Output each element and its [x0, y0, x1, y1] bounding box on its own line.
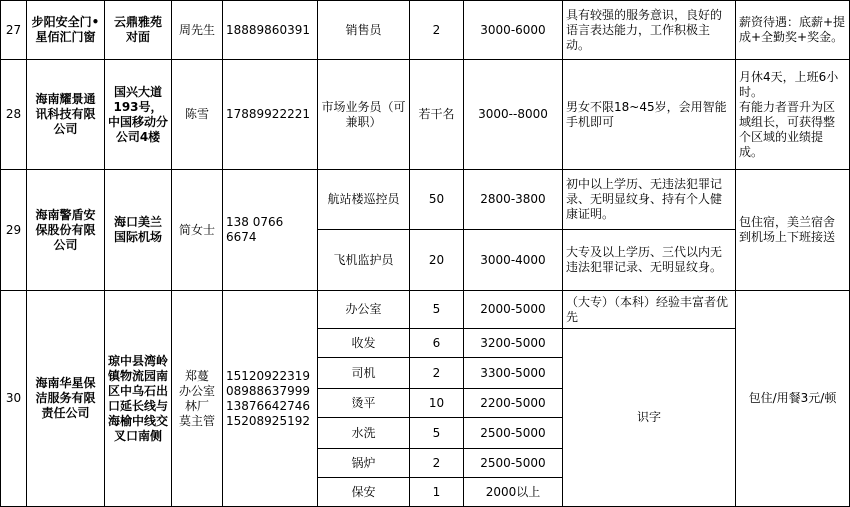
row-27-requirements: 具有较强的服务意识，良好的语言表达能力，工作积极主动。: [562, 0, 736, 60]
row-30-contact: 郑蔓 办公室 林厂 莫主管: [171, 290, 223, 507]
row-28-benefits: 月休4天，上班6小时。 有能力者晋升为区域组长，可获得整个区域的业绩提成。: [735, 59, 850, 170]
row-30-job-7-title: 保安: [317, 477, 410, 507]
row-30-general-requirements: 识字: [562, 328, 736, 507]
row-30-job-3-title: 司机: [317, 357, 410, 389]
row-29-number: 29: [0, 169, 27, 291]
row-27-job-salary: 3000-6000: [463, 0, 563, 60]
row-30-job-5-salary: 2500-5000: [463, 417, 563, 449]
row-30-job-6-salary: 2500-5000: [463, 448, 563, 478]
row-29-job-2-requirements: 大专及以上学历、三代以内无违法犯罪记录、无明显纹身。: [562, 229, 736, 291]
row-30-phone: 15120922319 08988637999 13876642746 15208925192: [222, 290, 318, 507]
row-30-job-5-title: 水洗: [317, 417, 410, 449]
row-28-requirements: 男女不限18~45岁，会用智能手机即可: [562, 59, 736, 170]
row-30-office-requirements: （大专）（本科）经验丰富者优先: [562, 290, 736, 329]
row-29-phone: 138 0766 6674: [222, 169, 318, 291]
row-30-job-7-count: 1: [409, 477, 464, 507]
row-29-address: 海口美兰 国际机场: [104, 169, 172, 291]
row-30-job-2-salary: 3200-5000: [463, 328, 563, 358]
row-30-job-6-title: 锅炉: [317, 448, 410, 478]
row-27-company: 步阳安全门•星佰汇门窗: [26, 0, 105, 60]
row-29-benefits: 包住宿，美兰宿舍到机场上下班接送: [735, 169, 850, 291]
row-27-job-count: 2: [409, 0, 464, 60]
row-30-job-4-salary: 2200-5000: [463, 388, 563, 418]
row-30-job-1-salary: 2000-5000: [463, 290, 563, 329]
row-30-job-1-count: 5: [409, 290, 464, 329]
row-30-number: 30: [0, 290, 27, 507]
row-30-address: 琼中县湾岭镇物流园南区中乌石出口延长线与海榆中线交叉口南侧: [104, 290, 172, 507]
row-27-benefits: 薪资待遇：底薪+提成+全勤奖+奖金。: [735, 0, 850, 60]
row-28-job-salary: 3000--8000: [463, 59, 563, 170]
row-29-job-1-count: 50: [409, 169, 464, 230]
row-27-job-title: 销售员: [317, 0, 410, 60]
row-29-job-2-count: 20: [409, 229, 464, 291]
row-30-benefits: 包住/用餐3元/顿: [735, 290, 850, 507]
row-30-job-2-title: 收发: [317, 328, 410, 358]
row-27-phone: 18889860391: [222, 0, 318, 60]
row-29-contact: 简女士: [171, 169, 223, 291]
row-27-number: 27: [0, 0, 27, 60]
row-29-job-1-salary: 2800-3800: [463, 169, 563, 230]
row-29-job-1-title: 航站楼巡控员: [317, 169, 410, 230]
row-29-job-2-salary: 3000-4000: [463, 229, 563, 291]
row-28-phone: 17889922221: [222, 59, 318, 170]
row-30-job-7-salary: 2000以上: [463, 477, 563, 507]
row-30-company: 海南华星保洁服务有限责任公司: [26, 290, 105, 507]
row-30-job-2-count: 6: [409, 328, 464, 358]
row-30-job-6-count: 2: [409, 448, 464, 478]
row-30-job-1-title: 办公室: [317, 290, 410, 329]
row-28-contact: 陈雪: [171, 59, 223, 170]
row-28-address: 国兴大道193号，中国移动分公司4楼: [104, 59, 172, 170]
row-30-job-4-title: 烫平: [317, 388, 410, 418]
row-30-job-5-count: 5: [409, 417, 464, 449]
row-27-contact: 周先生: [171, 0, 223, 60]
row-29-job-2-title: 飞机监护员: [317, 229, 410, 291]
row-29-company: 海南警盾安保股份有限公司: [26, 169, 105, 291]
row-29-job-1-requirements: 初中以上学历、无违法犯罪记录、无明显纹身、持有个人健康证明。: [562, 169, 736, 230]
row-28-company: 海南耀景通讯科技有限公司: [26, 59, 105, 170]
row-30-job-3-count: 2: [409, 357, 464, 389]
row-30-job-4-count: 10: [409, 388, 464, 418]
row-28-job-count: 若干名: [409, 59, 464, 170]
row-27-address: 云鼎雅苑 对面: [104, 0, 172, 60]
row-28-number: 28: [0, 59, 27, 170]
row-30-job-3-salary: 3300-5000: [463, 357, 563, 389]
row-28-job-title: 市场业务员（可兼职）: [317, 59, 410, 170]
